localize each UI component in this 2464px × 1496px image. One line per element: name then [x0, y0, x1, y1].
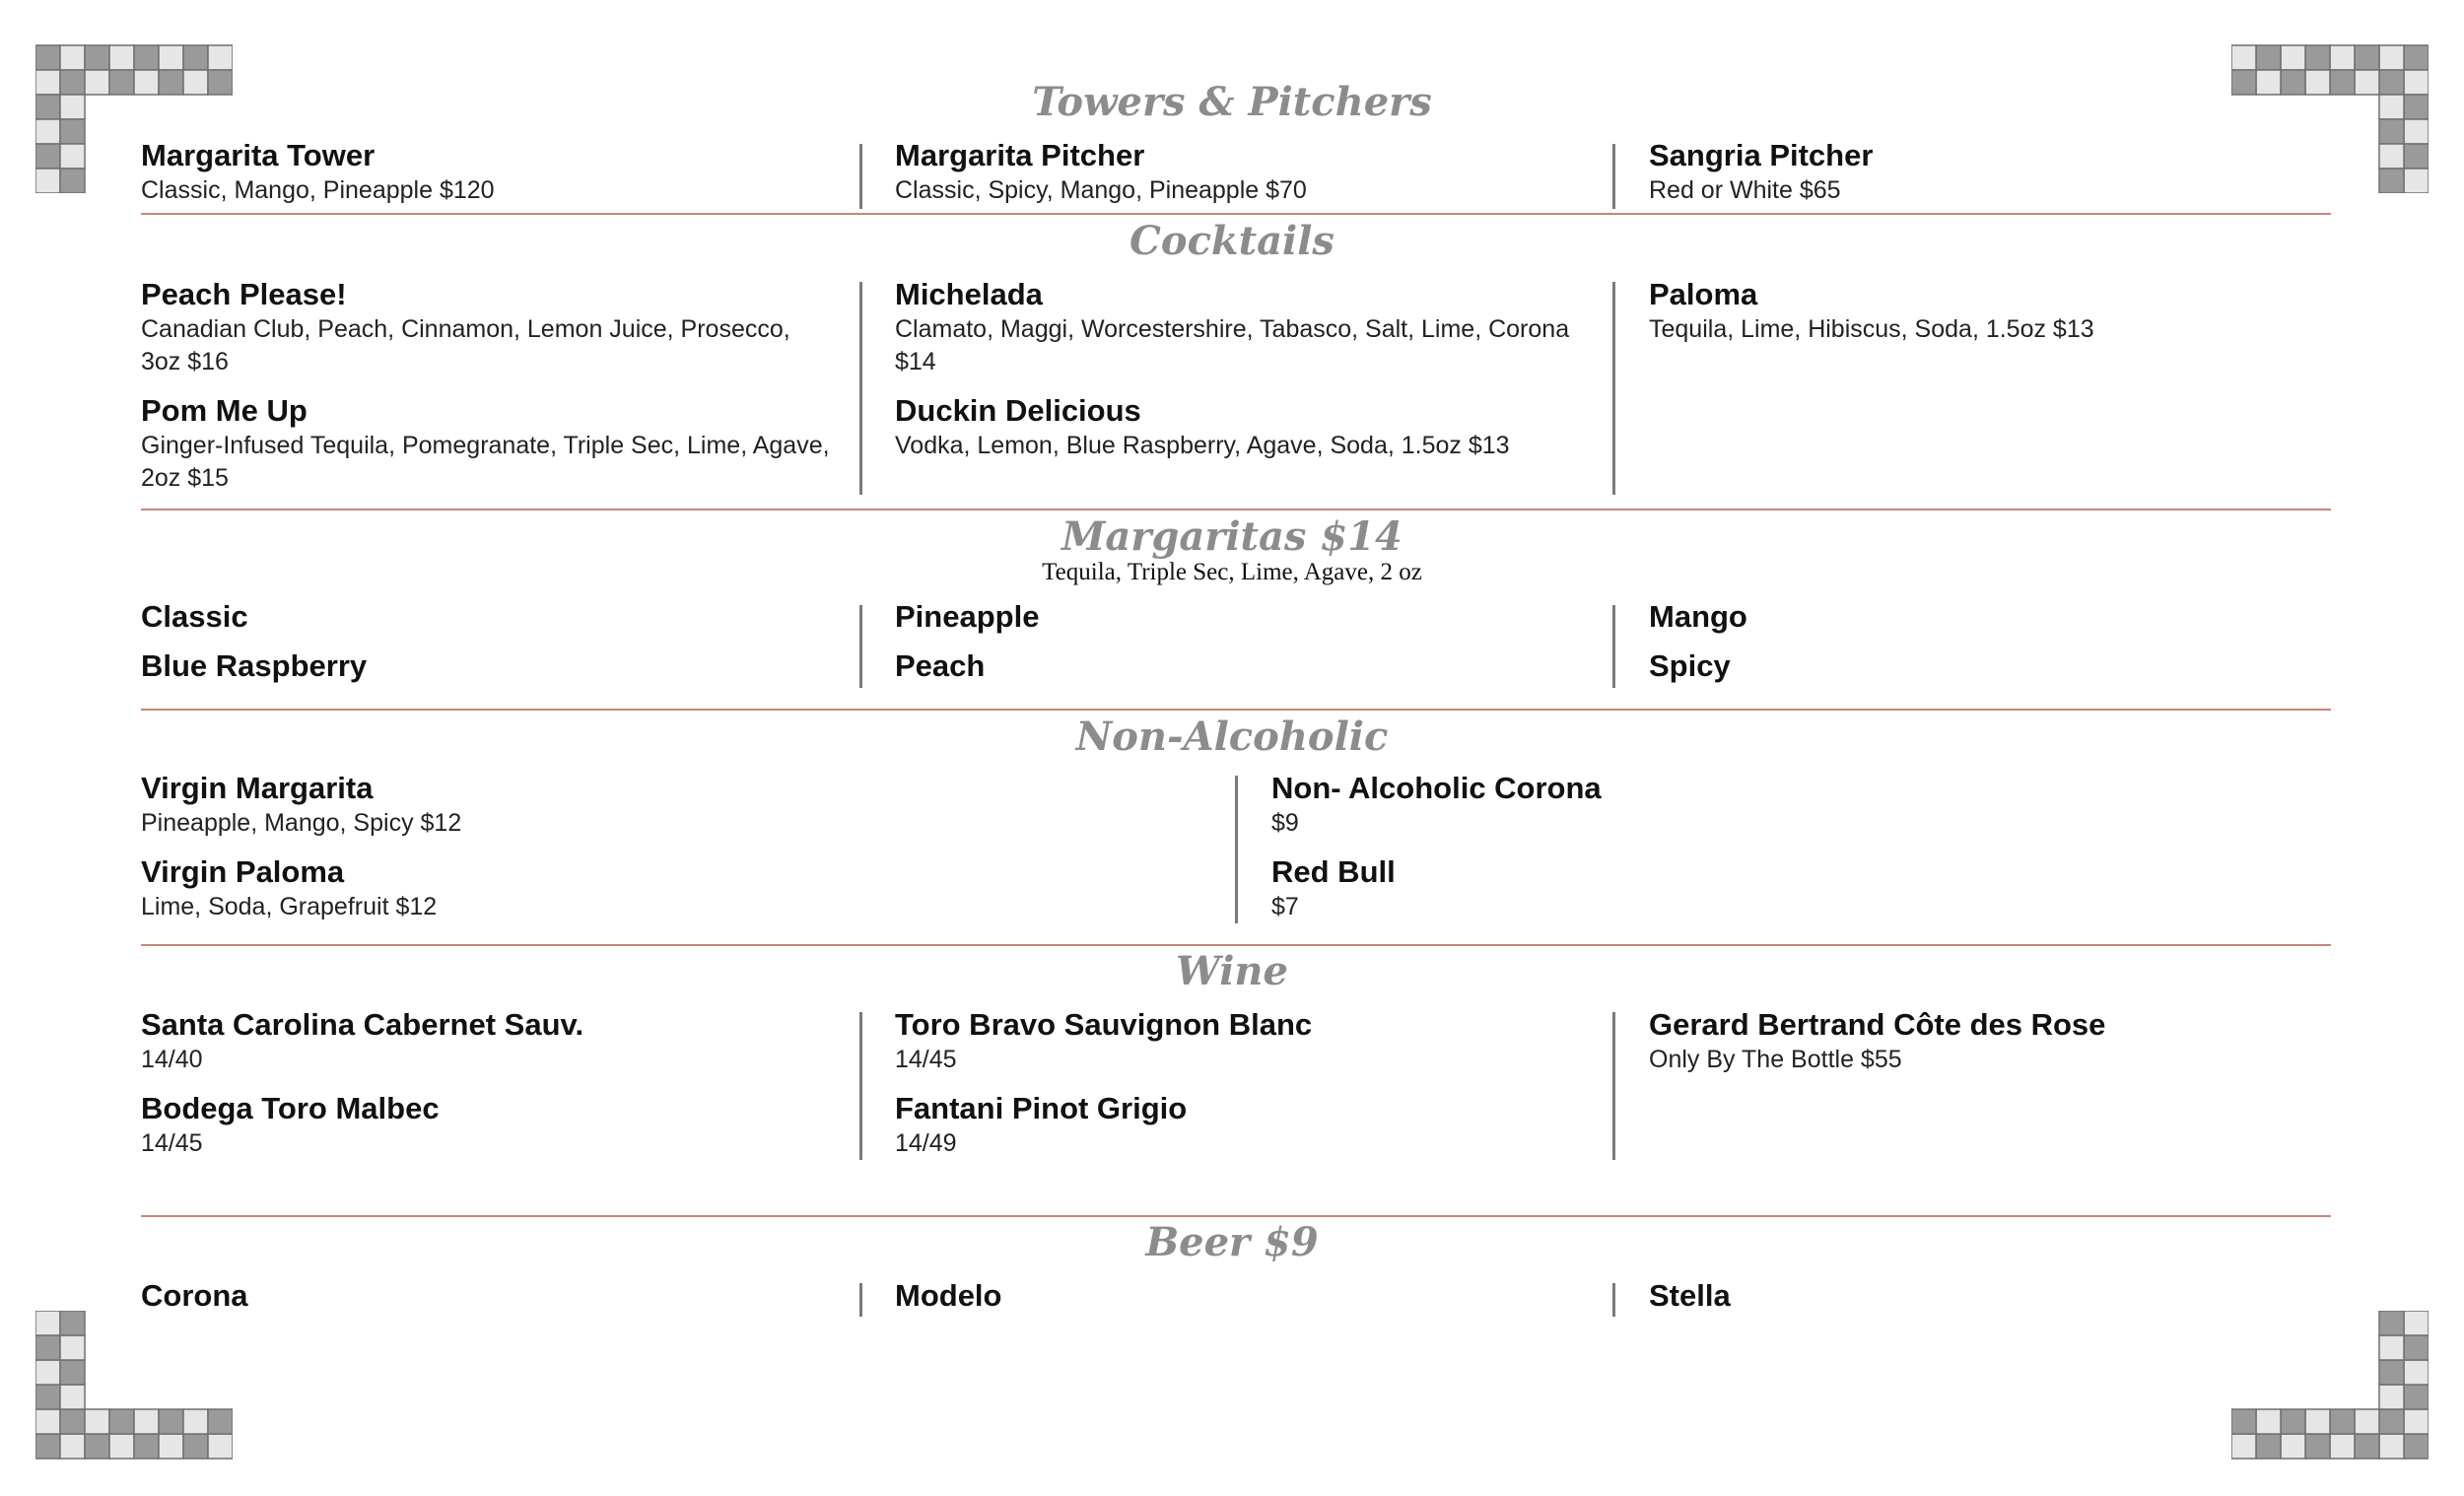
- checker-square: [2305, 1409, 2330, 1434]
- column-divider: [1612, 1012, 1615, 1160]
- checker-square: [2404, 1434, 2429, 1459]
- menu-item: Classic: [141, 599, 248, 634]
- checker-square: [2355, 1409, 2379, 1434]
- column-divider: [859, 1283, 862, 1317]
- beer-column-2: [895, 1277, 1585, 1326]
- checker-square: [60, 1335, 85, 1360]
- menu-item: Pineapple: [895, 599, 1040, 634]
- checker-squares: [2231, 1311, 2429, 1459]
- item-name: Peach Please!: [141, 277, 347, 311]
- checker-square: [134, 1434, 159, 1459]
- item-description: 14/45: [895, 1046, 957, 1073]
- checker-squares: [35, 1311, 233, 1459]
- item-name: Santa Carolina Cabernet Sauv.: [141, 1007, 584, 1042]
- section-title-wine: Wine: [1176, 948, 1288, 994]
- checker-square: [2256, 45, 2281, 70]
- checker-square: [2379, 1311, 2404, 1335]
- checker-square: [35, 1335, 60, 1360]
- checker-square: [35, 1434, 60, 1459]
- menu-item: Blue Raspberry: [141, 648, 368, 683]
- menu-item: Spicy: [1649, 648, 1731, 683]
- checker-square: [35, 1360, 60, 1385]
- checker-square: [2379, 144, 2404, 169]
- checker-square: [2404, 1311, 2429, 1335]
- item-name: Margarita Pitcher: [895, 138, 1145, 172]
- item-name: Michelada: [895, 277, 1043, 311]
- item-name: Bodega Toro Malbec: [141, 1091, 440, 1125]
- checker-square: [2281, 1434, 2305, 1459]
- menu-item: [895, 1006, 1585, 1076]
- item-name: Pom Me Up: [141, 393, 308, 428]
- checker-square: [60, 1409, 85, 1434]
- checker-square: [2330, 1409, 2355, 1434]
- menu-item: [895, 276, 1585, 378]
- section-rule: [141, 213, 2331, 215]
- checker-square: [208, 1409, 233, 1434]
- section-title-beer: Beer $9: [1145, 1219, 1319, 1265]
- menu-item: [895, 392, 1585, 462]
- item-description: $7: [1271, 893, 1299, 920]
- menu-item: [1649, 276, 2329, 346]
- margaritas-column-2: [895, 598, 1585, 697]
- checker-square: [109, 1434, 134, 1459]
- item-description: Vodka, Lemon, Blue Raspberry, Agave, Soda, 1.5oz $13: [895, 432, 1510, 459]
- beer-column-1: [141, 1277, 831, 1326]
- menu-item: [1271, 770, 2306, 840]
- checker-square: [2404, 1409, 2429, 1434]
- menu-item: [895, 137, 1585, 207]
- item-name: Red Bull: [1271, 854, 1396, 889]
- section-rule: [141, 509, 2331, 510]
- towers-column-1: [141, 137, 831, 221]
- margaritas-column-1: [141, 598, 831, 697]
- checker-square: [35, 1311, 60, 1335]
- item-name: Virgin Paloma: [141, 854, 345, 889]
- item-description: Lime, Soda, Grapefruit $12: [141, 893, 438, 920]
- checker-square: [2379, 1335, 2404, 1360]
- checker-square: [2404, 144, 2429, 169]
- margaritas-column-3: [1649, 598, 2329, 697]
- column-divider: [859, 144, 862, 209]
- item-name: Duckin Delicious: [895, 393, 1141, 428]
- menu-item: [141, 1090, 831, 1160]
- checker-square: [2355, 45, 2379, 70]
- item-description: Red or White $65: [1649, 176, 1841, 204]
- item-name: Toro Bravo Sauvignon Blanc: [895, 1007, 1313, 1042]
- checker-square: [85, 1434, 109, 1459]
- section-title-towers: Towers & Pitchers: [1032, 79, 1432, 125]
- checker-square: [35, 1409, 60, 1434]
- item-name: Gerard Bertrand Côte des Rose: [1649, 1007, 2106, 1042]
- menu-item: [141, 770, 1176, 840]
- column-divider: [1235, 776, 1238, 923]
- item-description: $9: [1271, 809, 1299, 837]
- checker-square: [85, 45, 109, 70]
- non-alcoholic-column-1: [141, 770, 1176, 937]
- wine-column-2: [895, 1006, 1585, 1174]
- checker-square: [2256, 1409, 2281, 1434]
- checker-square: [2281, 45, 2305, 70]
- item-description: Ginger-Infused Tequila, Pomegranate, Triple Sec, Lime, Agave, 2oz $15: [141, 432, 830, 492]
- checker-square: [2256, 1434, 2281, 1459]
- menu-item: [1271, 853, 2306, 923]
- checker-square: [2231, 45, 2256, 70]
- column-divider: [1612, 605, 1615, 688]
- item-description: Canadian Club, Peach, Cinnamon, Lemon Juice, Prosecco, 3oz $16: [141, 315, 790, 375]
- menu-item: [1649, 1006, 2329, 1076]
- checker-square: [2379, 45, 2404, 70]
- checker-square: [2379, 1409, 2404, 1434]
- cocktails-column-3: [1649, 276, 2329, 360]
- section-rule: [141, 944, 2331, 946]
- checker-square: [2404, 169, 2429, 193]
- menu-item: [141, 853, 1176, 923]
- checker-square: [109, 45, 134, 70]
- item-name: Virgin Margarita: [141, 771, 374, 805]
- checker-square: [2330, 1434, 2355, 1459]
- checker-square: [2281, 1409, 2305, 1434]
- checker-square: [2379, 169, 2404, 193]
- item-description: Tequila, Lime, Hibiscus, Soda, 1.5oz $13: [1649, 315, 2094, 343]
- checker-square: [35, 1385, 60, 1409]
- checker-square: [60, 1434, 85, 1459]
- column-divider: [1612, 144, 1615, 209]
- checker-square: [35, 45, 60, 70]
- section-title-margaritas: Margaritas $14: [1061, 513, 1403, 560]
- checker-square: [208, 45, 233, 70]
- checker-square: [60, 45, 85, 70]
- menu-item: Stella: [1649, 1278, 1731, 1313]
- cocktails-column-1: [141, 276, 831, 509]
- checkered-corner-bottom-right: [2231, 1311, 2429, 1468]
- item-description: 14/49: [895, 1129, 957, 1157]
- menu-item: Mango: [1649, 599, 1747, 634]
- item-description: 14/45: [141, 1129, 203, 1157]
- menu-item: Peach: [895, 648, 986, 683]
- column-divider: [1612, 282, 1615, 495]
- item-name: Sangria Pitcher: [1649, 138, 1874, 172]
- checkered-corner-bottom-left: [35, 1311, 233, 1468]
- checker-square: [183, 45, 208, 70]
- checker-square: [2404, 45, 2429, 70]
- checker-square: [159, 1409, 183, 1434]
- checker-square: [183, 1434, 208, 1459]
- column-divider: [859, 1012, 862, 1160]
- menu-item: Corona: [141, 1278, 248, 1313]
- checker-square: [35, 144, 60, 169]
- checker-square: [109, 1409, 134, 1434]
- column-divider: [1612, 1283, 1615, 1317]
- menu-item: Modelo: [895, 1278, 1002, 1313]
- checker-square: [35, 169, 60, 193]
- wine-column-3: [1649, 1006, 2329, 1090]
- checker-square: [2355, 1434, 2379, 1459]
- section-title-non-alcoholic: Non-Alcoholic: [1075, 714, 1389, 760]
- item-description: 14/40: [141, 1046, 203, 1073]
- towers-column-3: [1649, 137, 2329, 221]
- section-rule: [141, 1215, 2331, 1217]
- menu-item: [1649, 137, 2329, 207]
- checker-square: [134, 45, 159, 70]
- wine-column-1: [141, 1006, 831, 1174]
- item-name: Margarita Tower: [141, 138, 376, 172]
- menu-item: [141, 137, 831, 207]
- section-rule: [141, 709, 2331, 711]
- checker-square: [208, 1434, 233, 1459]
- checker-square: [85, 1409, 109, 1434]
- checker-square: [60, 1385, 85, 1409]
- checker-square: [60, 1311, 85, 1335]
- item-description: Only By The Bottle $55: [1649, 1046, 1902, 1073]
- section-subtitle-margaritas: Tequila, Triple Sec, Lime, Agave, 2 oz: [1042, 559, 1422, 585]
- menu-item: [141, 1006, 831, 1076]
- checker-square: [2379, 1360, 2404, 1385]
- menu-item: [141, 392, 831, 495]
- item-description: Classic, Mango, Pineapple $120: [141, 176, 495, 204]
- checker-square: [2404, 1385, 2429, 1409]
- checker-square: [2231, 1409, 2256, 1434]
- item-name: Non- Alcoholic Corona: [1271, 771, 1602, 805]
- beer-column-3: [1649, 1277, 2329, 1326]
- checker-square: [159, 1434, 183, 1459]
- checker-square: [60, 169, 85, 193]
- checker-square: [2404, 1335, 2429, 1360]
- column-divider: [859, 282, 862, 495]
- checker-square: [2330, 45, 2355, 70]
- item-description: Pineapple, Mango, Spicy $12: [141, 809, 462, 837]
- checker-square: [60, 1360, 85, 1385]
- item-description: Clamato, Maggi, Worcestershire, Tabasco, Salt, Lime, Corona $14: [895, 315, 1570, 375]
- column-divider: [859, 605, 862, 688]
- non-alcoholic-column-2: [1271, 770, 2306, 937]
- checker-square: [2305, 1434, 2330, 1459]
- towers-column-2: [895, 137, 1585, 221]
- checker-square: [183, 1409, 208, 1434]
- checker-square: [60, 144, 85, 169]
- item-description: Classic, Spicy, Mango, Pineapple $70: [895, 176, 1307, 204]
- menu-item: [895, 1090, 1585, 1160]
- checker-square: [2379, 1385, 2404, 1409]
- section-title-cocktails: Cocktails: [1129, 218, 1335, 264]
- checker-square: [2231, 1434, 2256, 1459]
- checker-square: [159, 45, 183, 70]
- menu-item: [141, 276, 831, 378]
- cocktails-column-2: [895, 276, 1585, 476]
- item-name: Paloma: [1649, 277, 1758, 311]
- checker-square: [134, 1409, 159, 1434]
- item-name: Fantani Pinot Grigio: [895, 1091, 1188, 1125]
- checker-square: [2404, 1360, 2429, 1385]
- checker-square: [2379, 1434, 2404, 1459]
- checker-square: [2305, 45, 2330, 70]
